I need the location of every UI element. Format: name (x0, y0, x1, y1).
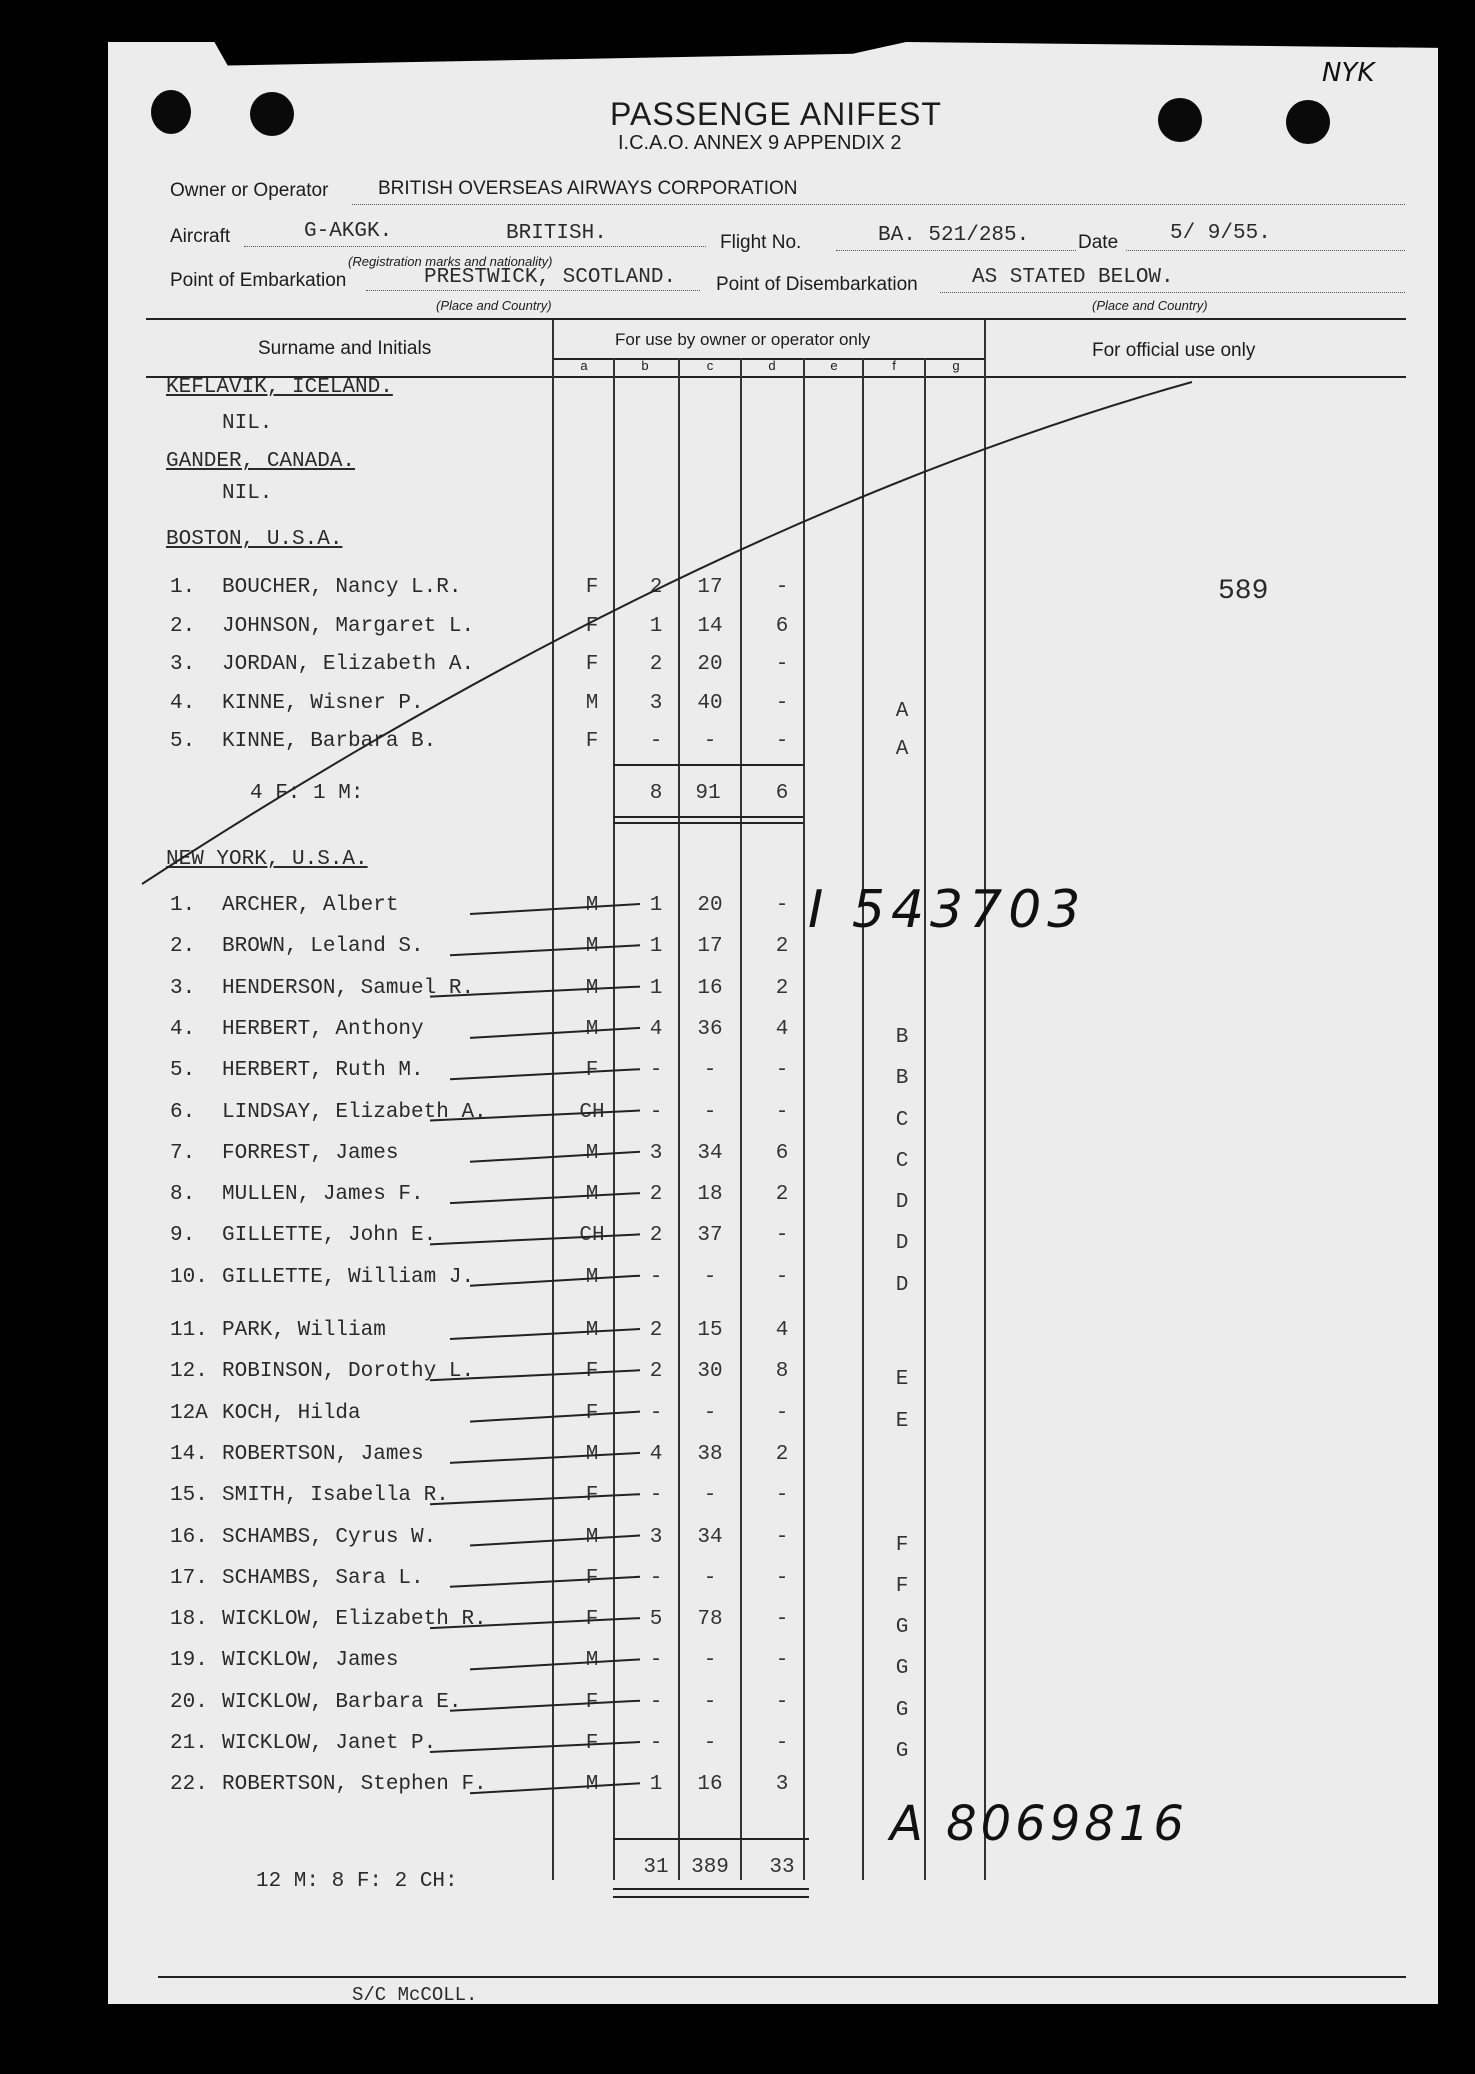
col-f: D (895, 1273, 909, 1297)
col-d: 2 (775, 1183, 789, 1207)
col-b: 1 (649, 614, 663, 638)
passenger-name: WICKLOW, Elizabeth R. (222, 1608, 487, 1632)
surname-header: Surname and Initials (258, 338, 432, 359)
col-d: - (775, 1649, 789, 1673)
embark-value: PRESTWICK, SCOTLAND. (424, 266, 677, 289)
column-divider (740, 358, 742, 1880)
date-dotted-line (1126, 250, 1405, 251)
col-a-sex: CH (579, 1224, 605, 1248)
passenger-name: KOCH, Hilda (222, 1401, 361, 1425)
section-newyork: NEW YORK, U.S.A. (166, 848, 368, 871)
column-divider (984, 320, 986, 1880)
col-c: 38 (697, 1442, 723, 1466)
passenger-name: KINNE, Wisner P. (222, 691, 424, 715)
col-d: 6 (775, 1141, 789, 1165)
col-c: - (703, 1649, 717, 1673)
col-f: F (895, 1533, 909, 1557)
row-number: 22. (170, 1773, 208, 1797)
newyork-summary: 12 M: 8 F: 2 CH: (256, 1870, 458, 1893)
passenger-name: WICKLOW, Barbara E. (222, 1690, 462, 1714)
passenger-name: SCHAMBS, Cyrus W. (222, 1525, 437, 1549)
col-c: 20 (697, 653, 723, 676)
aircraft-dotted-line (244, 246, 706, 247)
row-number: 3. (170, 653, 196, 676)
col-c: 30 (697, 1360, 723, 1384)
col-c: - (703, 730, 717, 753)
col-c: 40 (697, 691, 723, 715)
col-c: - (703, 1401, 717, 1425)
col-c: - (703, 1265, 717, 1289)
col-d: - (775, 1732, 789, 1755)
place-note-left: (Place and Country) (436, 298, 552, 313)
passenger-name: GILLETTE, William J. (222, 1265, 475, 1289)
col-d: - (775, 1566, 789, 1590)
official-use-header: For official use only (1092, 340, 1256, 361)
embark-label: Point of Embarkation (170, 270, 347, 291)
col-b: 2 (649, 1360, 663, 1384)
col-c: - (703, 1690, 717, 1714)
col-b: 2 (649, 1319, 663, 1342)
boston-total-c: 91 (695, 782, 721, 805)
col-a-sex: M (585, 1265, 599, 1289)
newyork-double-rule (613, 1896, 809, 1898)
col-b: 3 (649, 691, 663, 715)
col-c: 34 (697, 1525, 723, 1549)
col-b: - (649, 1484, 663, 1508)
place-note-right: (Place and Country) (1092, 298, 1208, 313)
col-a-sex: M (585, 1017, 599, 1041)
passenger-name: HENDERSON, Samuel R. (222, 976, 475, 1000)
official-number: 589 (1218, 576, 1269, 607)
col-b: 2 (649, 576, 663, 599)
col-c: 17 (697, 576, 723, 599)
col-a-sex: M (585, 894, 599, 917)
col-d: 8 (775, 1360, 789, 1384)
passenger-name: GILLETTE, John E. (222, 1224, 437, 1248)
row-number: 2. (170, 935, 196, 959)
disembark-value: AS STATED BELOW. (972, 266, 1174, 289)
col-d: - (775, 691, 789, 715)
col-b: - (649, 1059, 663, 1083)
col-d: - (775, 1401, 789, 1425)
col-d: - (775, 1059, 789, 1083)
row-number: 19. (170, 1649, 208, 1673)
row-number: 12A (170, 1401, 208, 1425)
passenger-name: SMITH, Isabella R. (222, 1484, 449, 1508)
col-a-sex: F (585, 1732, 599, 1755)
col-d: 6 (775, 614, 789, 638)
col-f: B (895, 1067, 909, 1091)
col-c: 18 (697, 1183, 723, 1207)
flight-dotted-line (836, 250, 1076, 251)
aircraft-label: Aircraft (170, 226, 231, 247)
col-c: 37 (697, 1224, 723, 1248)
col-a-sex: M (585, 1773, 599, 1797)
col-b: - (649, 1401, 663, 1425)
col-f: C (895, 1149, 909, 1173)
passenger-name: PARK, William (222, 1319, 386, 1342)
col-c: 16 (697, 976, 723, 1000)
col-b: 1 (649, 894, 663, 917)
col-b: 5 (649, 1608, 663, 1632)
owner-value: BRITISH OVERSEAS AIRWAYS CORPORATION (378, 178, 798, 199)
col-a-sex: F (585, 1484, 599, 1508)
newyork-total-c: 389 (691, 1856, 729, 1879)
passenger-name: ROBERTSON, James (222, 1442, 424, 1466)
col-d: - (775, 1484, 789, 1508)
passenger-name: JORDAN, Elizabeth A. (222, 653, 475, 676)
punch-hole (1158, 98, 1202, 142)
col-f: G (895, 1657, 909, 1681)
owner-dotted-line (352, 204, 1405, 205)
owner-use-header: For use by owner or operator only (615, 330, 871, 349)
col-d: 2 (775, 935, 789, 959)
row-number: 8. (170, 1183, 196, 1207)
row-number: 1. (170, 576, 196, 599)
disembark-dotted-line (940, 292, 1405, 293)
passenger-name: JOHNSON, Margaret L. (222, 614, 475, 638)
handwritten-number-1: I 543703 (808, 880, 1087, 940)
col-c: 78 (697, 1608, 723, 1632)
boston-double-rule (613, 816, 803, 818)
row-number: 12. (170, 1360, 208, 1384)
punch-hole (1286, 100, 1330, 144)
col-d: 3 (775, 1773, 789, 1797)
date-value: 5/ 9/55. (1170, 222, 1271, 245)
passenger-name: ARCHER, Albert (222, 894, 399, 917)
col-c: 36 (697, 1017, 723, 1041)
row-number: 4. (170, 691, 196, 715)
col-a-sex: M (585, 1319, 599, 1342)
column-divider (552, 320, 554, 1880)
col-c: - (703, 1059, 717, 1083)
col-d: - (775, 1525, 789, 1549)
passenger-name: FORREST, James (222, 1141, 399, 1165)
col-b: 3 (649, 1141, 663, 1165)
col-d: 2 (775, 1442, 789, 1466)
owner-label: Owner or Operator (170, 180, 329, 201)
col-a-sex: M (585, 935, 599, 959)
boston-total-b: 8 (649, 782, 663, 805)
col-f: G (895, 1698, 909, 1722)
passenger-name: WICKLOW, James (222, 1649, 399, 1673)
col-f: D (895, 1191, 909, 1215)
column-letter-b: b (641, 358, 649, 373)
col-d: - (775, 730, 789, 753)
flight-label: Flight No. (720, 232, 802, 253)
col-a-sex: F (585, 1566, 599, 1590)
row-number: 10. (170, 1265, 208, 1289)
col-d: - (775, 1100, 789, 1124)
col-a-sex: M (585, 691, 599, 715)
col-b: - (649, 1100, 663, 1124)
col-a-sex: F (585, 1608, 599, 1632)
row-number: 1. (170, 894, 196, 917)
boston-total-d: 6 (775, 782, 789, 805)
section-keflavik: KEFLAVIK, ICELAND. (166, 376, 393, 399)
newyork-total-b: 31 (643, 1856, 669, 1879)
column-letter-a: a (580, 358, 588, 373)
row-number: 18. (170, 1608, 208, 1632)
col-d: 4 (775, 1319, 789, 1342)
page-title: PASSENGE ANIFEST (610, 96, 942, 132)
passenger-name: MULLEN, James F. (222, 1183, 424, 1207)
col-a-sex: F (585, 576, 599, 599)
row-number: 5. (170, 1059, 196, 1083)
col-a-sex: F (585, 653, 599, 676)
passenger-name: ROBERTSON, Stephen F. (222, 1773, 487, 1797)
nil-keflavik: NIL. (222, 412, 273, 435)
row-number: 16. (170, 1525, 208, 1549)
newyork-total-d: 33 (769, 1856, 795, 1879)
row-number: 7. (170, 1141, 196, 1165)
nationality-value: BRITISH. (506, 222, 607, 245)
col-a-sex: M (585, 1442, 599, 1466)
col-c: - (703, 1566, 717, 1590)
page-subtitle: I.C.A.O. ANNEX 9 APPENDIX 2 (618, 132, 902, 154)
embark-dotted-line (366, 290, 700, 291)
col-a-sex: F (585, 730, 599, 753)
col-a-sex: M (585, 1141, 599, 1165)
col-a-sex: F (585, 614, 599, 638)
punch-hole (250, 92, 294, 136)
row-number: 5. (170, 730, 196, 753)
newyork-total-rule (613, 1838, 809, 1840)
col-a-sex: F (585, 1360, 599, 1384)
col-f: A (895, 699, 909, 723)
col-c: - (703, 1732, 717, 1755)
column-letter-g: g (952, 358, 960, 373)
col-f: G (895, 1740, 909, 1763)
col-c: 16 (697, 1773, 723, 1797)
col-d: - (775, 653, 789, 676)
boston-summary: 4 F: 1 M: (250, 782, 364, 805)
col-a-sex: F (585, 1690, 599, 1714)
row-number: 4. (170, 1017, 196, 1041)
passenger-name: ROBINSON, Dorothy L. (222, 1360, 475, 1384)
col-d: - (775, 576, 789, 599)
date-label: Date (1078, 232, 1119, 253)
column-divider (862, 358, 864, 1880)
passenger-name: BROWN, Leland S. (222, 935, 424, 959)
section-boston: BOSTON, U.S.A. (166, 528, 343, 551)
newyork-double-rule (613, 1888, 809, 1890)
col-b: - (649, 1265, 663, 1289)
col-d: - (775, 1224, 789, 1248)
row-number: 14. (170, 1442, 208, 1466)
col-d: - (775, 1690, 789, 1714)
col-a-sex: F (585, 1401, 599, 1425)
column-divider (678, 358, 680, 1880)
disembark-label: Point of Disembarkation (716, 274, 918, 295)
registration-note: (Registration marks and nationality) (348, 254, 553, 269)
col-b: - (649, 1732, 663, 1755)
col-f: E (895, 1368, 909, 1392)
footer-rule (158, 1976, 1406, 1978)
col-b: - (649, 1649, 663, 1673)
row-number: 21. (170, 1732, 208, 1755)
col-c: 20 (697, 894, 723, 917)
col-b: 3 (649, 1525, 663, 1549)
row-number: 17. (170, 1566, 208, 1590)
handwritten-number-2: A 8069816 (890, 1796, 1188, 1852)
row-number: 9. (170, 1224, 196, 1248)
col-b: 1 (649, 935, 663, 959)
col-b: 2 (649, 1183, 663, 1207)
column-letter-f: f (892, 358, 896, 373)
col-f: B (895, 1025, 909, 1049)
row-number: 3. (170, 976, 196, 1000)
column-letter-e: e (830, 358, 838, 373)
passenger-name: HERBERT, Anthony (222, 1017, 424, 1041)
corner-note: NYK (1322, 58, 1375, 88)
passenger-name: WICKLOW, Janet P. (222, 1732, 437, 1755)
row-number: 11. (170, 1319, 208, 1342)
col-f: F (895, 1574, 909, 1598)
punch-hole (151, 90, 191, 134)
col-f: C (895, 1108, 909, 1132)
col-b: 4 (649, 1017, 663, 1041)
col-b: 2 (649, 653, 663, 676)
passenger-name: BOUCHER, Nancy L.R. (222, 576, 462, 599)
boston-double-rule (613, 822, 803, 824)
col-b: 4 (649, 1442, 663, 1466)
col-c: 15 (697, 1319, 723, 1342)
col-d: 2 (775, 976, 789, 1000)
passenger-name: KINNE, Barbara B. (222, 730, 437, 753)
col-c: 14 (697, 614, 723, 638)
col-b: - (649, 730, 663, 753)
col-b: - (649, 1566, 663, 1590)
col-b: 1 (649, 976, 663, 1000)
col-a-sex: F (585, 1059, 599, 1083)
col-d: - (775, 1265, 789, 1289)
col-c: - (703, 1484, 717, 1508)
col-f: A (895, 738, 909, 761)
row-number: 6. (170, 1100, 196, 1124)
col-c: 34 (697, 1141, 723, 1165)
col-c: - (703, 1100, 717, 1124)
col-f: D (895, 1232, 909, 1256)
col-d: 4 (775, 1017, 789, 1041)
passenger-name: HERBERT, Ruth M. (222, 1059, 424, 1083)
col-a-sex: M (585, 1649, 599, 1673)
col-b: - (649, 1690, 663, 1714)
row-number: 2. (170, 614, 196, 638)
col-c: 17 (697, 935, 723, 959)
section-gander: GANDER, CANADA. (166, 450, 356, 473)
passenger-name: SCHAMBS, Sara L. (222, 1566, 424, 1590)
passenger-name: LINDSAY, Elizabeth A. (222, 1100, 487, 1124)
col-d: - (775, 894, 789, 917)
col-d: - (775, 1608, 789, 1632)
table-top-rule (146, 318, 1406, 320)
column-divider (924, 358, 926, 1880)
col-f: E (895, 1409, 909, 1433)
flight-value: BA. 521/285. (878, 224, 1030, 247)
row-number: 15. (170, 1484, 208, 1508)
column-letter-d: d (768, 358, 776, 373)
col-a-sex: CH (579, 1100, 605, 1124)
boston-total-rule (613, 764, 803, 766)
footer-signature: S/C McCOLL. (352, 1984, 478, 2006)
col-a-sex: M (585, 1525, 599, 1549)
row-number: 20. (170, 1690, 208, 1714)
col-b: 2 (649, 1224, 663, 1248)
nil-gander: NIL. (222, 482, 273, 505)
col-f: G (895, 1616, 909, 1640)
column-letter-c: c (706, 358, 714, 373)
col-a-sex: M (585, 976, 599, 1000)
col-b: 1 (649, 1773, 663, 1797)
col-a-sex: M (585, 1183, 599, 1207)
aircraft-value: G-AKGK. (304, 220, 393, 243)
